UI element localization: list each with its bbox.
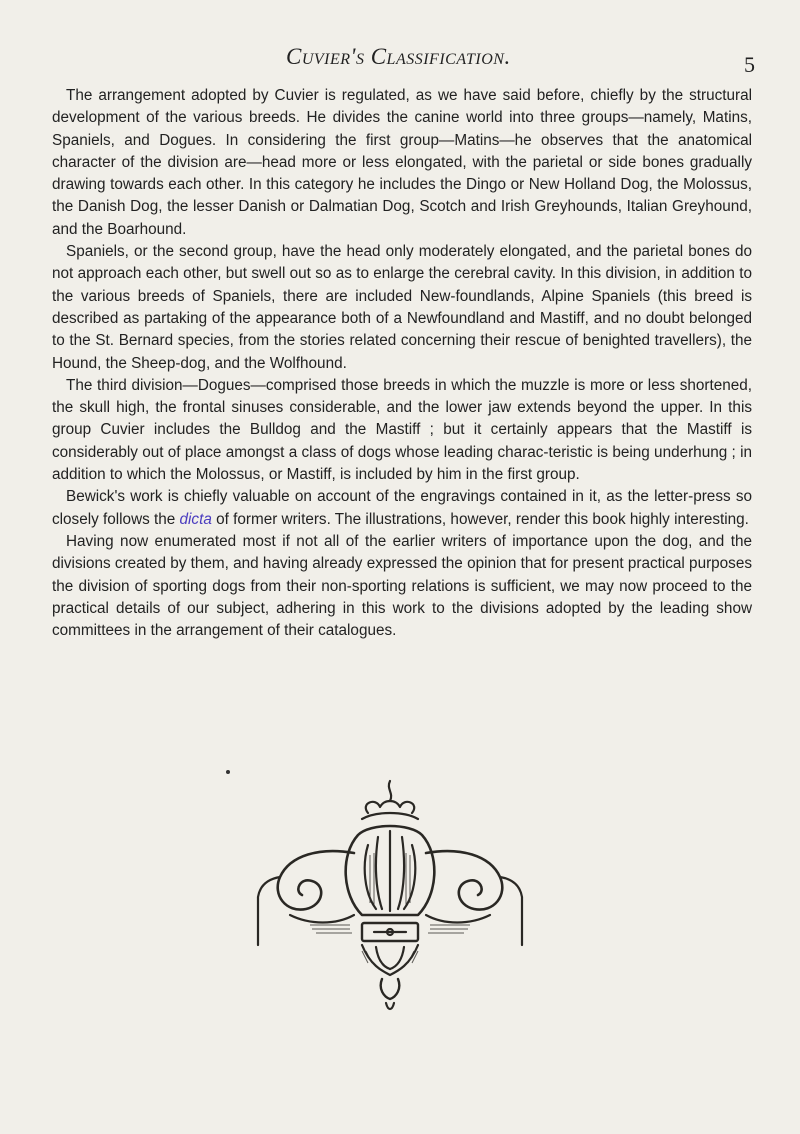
paragraph-2: Spaniels, or the second group, have the head only moderately elongated, and the parietal bones do not approach each other, but swell out so as to enlarge the cerebral cavity. In this division, in addition to the various breeds of Spaniels, there are included New-foundlands, Alpine Spaniels (this breed is described as partaking of the appearance both of a Newfoundland and Mastiff, and no doubt belonged to the St. Bernard species, from the stories related concerning their rescue of benighted travellers), the Hound, the Sheep-dog, and the Wolfhound. <box>52 243 752 372</box>
paragraph-3: The third division—Dogues—comprised those breeds in which the muzzle is more or less shortened, the skull high, the frontal sinuses considerable, and the lower jaw extends beyond the upper. In this group Cuvier includes the Bulldog and the Mastiff ; but it certainly appears that the Mastiff is considerably out of place amongst a class of dogs whose leading charac-teristic is being underhung ; in addition to which the Molossus, or Mastiff, is included by him in the first group. <box>52 376 752 484</box>
paragraph-4 <box>52 486 752 531</box>
tailpiece-ornament-icon <box>250 775 530 1020</box>
body-text <box>52 85 752 642</box>
running-title: Cuvier's Classification. <box>286 44 511 69</box>
paragraph-4-end: of former writers. The illustrations, however, render this book highly interesting. <box>211 510 749 528</box>
paragraph-5: Having now enumerated most if not all of the earlier writers of importance upon the dog, and the divisions created by them, and having already expressed the opinion that for present practical purposes the division of sporting dogs from their non-sporting relations is sufficient, we may now proceed to the practical details of our subject, adhering in this work to the divisions adopted by the leading show committees in the arrangement of their catalogues. <box>52 532 752 640</box>
paragraph-1: The arrangement adopted by Cuvier is regulated, as we have said before, chiefly by the structural development of the various breeds. He divides the canine world into three groups—namely, Matins, Spaniels, and Dogues. In considering the first group—Matins—he observes that the anatomical character of the division are—head more or less elongated, with the parietal or side bones gradually drawing towards each other. In this category he includes the Dingo or New Holland Dog, the Molossus, the Danish Dog, the lesser Danish or Dalmatian Dog, Scotch and Irish Greyhounds, Italian Greyhound, and the Boarhound. <box>52 87 752 238</box>
paragraph-4-start: Bewick's work is chiefly valuable on account of the engravings contained in it, as the letter-press so closely follows the <box>52 488 752 528</box>
ink-speck <box>226 770 230 774</box>
page-number: 5 <box>744 52 755 77</box>
italic-dicta: dicta <box>179 510 212 528</box>
